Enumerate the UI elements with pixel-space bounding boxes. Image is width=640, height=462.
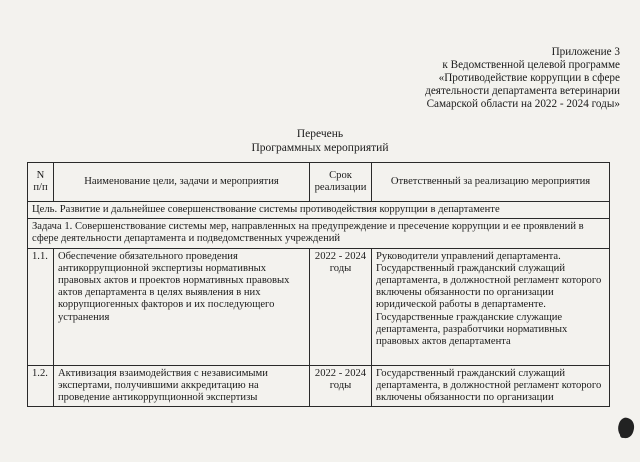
table-row: [28, 248, 610, 365]
header-resp: Ответственный за реализацию мероприятия: [372, 163, 610, 202]
task-row: [28, 219, 610, 248]
row-term: 2022 - 2024 годы: [310, 365, 372, 407]
row-term: 2022 - 2024 годы: [310, 248, 372, 365]
document-heading: [0, 128, 640, 155]
row-num: 1.1.: [28, 248, 54, 365]
goal-cell: Цель. Развитие и дальнейшее совершенствование системы противодействия коррупции в департаменте: [28, 202, 610, 219]
ink-dot-mark: [620, 432, 626, 438]
goal-row: [28, 202, 610, 219]
row-num: 1.2.: [28, 365, 54, 407]
appendix-line: Самарской области на 2022 - 2024 годы»: [426, 98, 620, 110]
heading-title: Перечень: [296, 128, 344, 140]
table-row: [28, 365, 610, 407]
header-term: Срок реализации: [310, 163, 372, 202]
appendix-line: «Противодействие коррупции в сфере: [438, 72, 620, 84]
heading-subtitle: Программных мероприятий: [251, 141, 389, 154]
ink-blot-mark: [615, 416, 636, 440]
row-responsible: Руководители управлений департамента. Государственный гражданский служащий департамента, в должностной регламент которого включены обязанности по организации юридической работы в департаменте. Государственные гражданские служащие департамента, разработчики нормативных правовых актов департамента: [372, 248, 610, 365]
program-table: [27, 162, 610, 407]
appendix-line: деятельности департамента ветеринарии: [425, 85, 620, 97]
row-name: Активизация взаимодействия с независимыми экспертами, получившими аккредитацию на проведение антикоррупционной экспертизы: [54, 365, 310, 407]
header-num: N п/п: [28, 163, 54, 202]
appendix-block: [360, 46, 620, 111]
row-responsible: Государственный гражданский служащий департамента, в должностной регламент которого включены обязанности по организации: [372, 365, 610, 407]
appendix-line: Приложение 3: [551, 46, 620, 58]
header-name: Наименование цели, задачи и мероприятия: [54, 163, 310, 202]
row-name: Обеспечение обязательного проведения антикоррупционной экспертизы нормативных правовых актов и проектов нормативных правовых актов департамента в целях выявления в них коррупциогенных факторов и их последующего устранения: [54, 248, 310, 365]
table-header-row: [28, 163, 610, 202]
task-cell: Задача 1. Совершенствование системы мер, направленных на предупреждение и пресечение коррупции и ее проявлений в сфере деятельности департамента и подведомственных учреждений: [28, 219, 610, 248]
appendix-line: к Ведомственной целевой программе: [442, 59, 620, 71]
